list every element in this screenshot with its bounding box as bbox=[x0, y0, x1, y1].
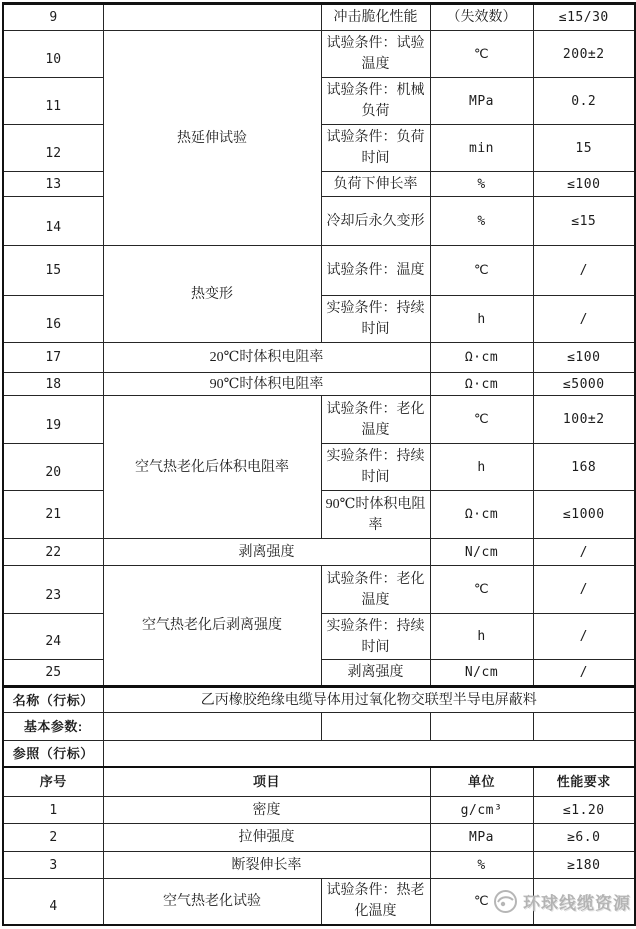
table-row bbox=[3, 396, 635, 444]
table-row bbox=[3, 539, 635, 566]
category-cell: 热延伸试验 bbox=[103, 31, 321, 246]
seq-cell: 22 bbox=[3, 539, 103, 566]
header-seq-cell: 序号 bbox=[3, 767, 103, 797]
req-cell: / bbox=[533, 566, 635, 614]
req-cell: 168 bbox=[533, 444, 635, 491]
empty-cell bbox=[321, 713, 430, 741]
req-cell: 0.2 bbox=[533, 78, 635, 125]
req-cell: ≥180 bbox=[533, 852, 635, 879]
table-row bbox=[3, 879, 635, 925]
unit-cell: h bbox=[430, 296, 533, 343]
item-cell: 试验条件：老化温度 bbox=[321, 566, 430, 614]
reference-row bbox=[3, 741, 635, 767]
req-cell: ≥6.0 bbox=[533, 824, 635, 852]
seq-cell: 2 bbox=[3, 824, 103, 852]
seq-cell: 12 bbox=[3, 125, 103, 172]
item-cell: 20℃时体积电阻率 bbox=[103, 343, 430, 373]
seq-cell: 23 bbox=[3, 566, 103, 614]
item-cell: 试验条件：温度 bbox=[321, 246, 430, 296]
item-cell: 剥离强度 bbox=[103, 539, 430, 566]
table-row bbox=[3, 824, 635, 852]
seq-cell: 19 bbox=[3, 396, 103, 444]
unit-cell: Ω·cm bbox=[430, 343, 533, 373]
seq-cell: 14 bbox=[3, 197, 103, 246]
table-row bbox=[3, 373, 635, 396]
table-row bbox=[3, 4, 635, 31]
item-cell: 90℃时体积电阻率 bbox=[103, 373, 430, 396]
unit-cell: h bbox=[430, 444, 533, 491]
item-cell: 拉伸强度 bbox=[103, 824, 430, 852]
req-cell: 15 bbox=[533, 125, 635, 172]
spec-table bbox=[2, 2, 636, 926]
unit-cell: ℃ bbox=[430, 246, 533, 296]
item-cell: 试验条件：负荷时间 bbox=[321, 125, 430, 172]
item-cell: 负荷下伸长率 bbox=[321, 172, 430, 197]
empty-cell bbox=[430, 713, 533, 741]
unit-cell: % bbox=[430, 852, 533, 879]
unit-cell: ℃ bbox=[430, 31, 533, 78]
req-cell: ≤100 bbox=[533, 172, 635, 197]
empty-cell bbox=[103, 741, 635, 767]
seq-cell: 24 bbox=[3, 614, 103, 660]
req-cell: / bbox=[533, 614, 635, 660]
empty-cell bbox=[533, 713, 635, 741]
empty-cell bbox=[103, 713, 321, 741]
req-cell: / bbox=[533, 539, 635, 566]
unit-cell: N/cm bbox=[430, 539, 533, 566]
req-cell: / bbox=[533, 246, 635, 296]
category-cell: 空气热老化试验 bbox=[103, 879, 321, 925]
header-unit-cell: 单位 bbox=[430, 767, 533, 797]
item-cell: 试验条件：试验温度 bbox=[321, 31, 430, 78]
table-row bbox=[3, 797, 635, 824]
seq-cell: 16 bbox=[3, 296, 103, 343]
header-req-cell: 性能要求 bbox=[533, 767, 635, 797]
item-cell: 冷却后永久变形 bbox=[321, 197, 430, 246]
unit-cell: h bbox=[430, 614, 533, 660]
name-row-value: 乙丙橡胶绝缘电缆导体用过氧化物交联型半导电屏蔽料 bbox=[103, 687, 635, 713]
seq-cell: 9 bbox=[3, 4, 103, 31]
seq-cell: 21 bbox=[3, 491, 103, 539]
seq-cell: 11 bbox=[3, 78, 103, 125]
unit-cell: Ω·cm bbox=[430, 491, 533, 539]
req-cell: ≤5000 bbox=[533, 373, 635, 396]
unit-cell: % bbox=[430, 172, 533, 197]
name-row bbox=[3, 687, 635, 713]
seq-cell: 1 bbox=[3, 797, 103, 824]
seq-cell: 18 bbox=[3, 373, 103, 396]
item-cell: 试验条件：机械负荷 bbox=[321, 78, 430, 125]
item-cell: 90℃时体积电阻率 bbox=[321, 491, 430, 539]
unit-cell: MPa bbox=[430, 824, 533, 852]
category-cell: 空气热老化后剥离强度 bbox=[103, 566, 321, 687]
unit-cell: ℃ bbox=[430, 566, 533, 614]
seq-cell: 15 bbox=[3, 246, 103, 296]
item-cell: 断裂伸长率 bbox=[103, 852, 430, 879]
table-row bbox=[3, 343, 635, 373]
table-row bbox=[3, 246, 635, 296]
req-cell: ≤100 bbox=[533, 343, 635, 373]
req-cell: / bbox=[533, 660, 635, 687]
item-cell: 实验条件：持续时间 bbox=[321, 444, 430, 491]
category-cell: 热变形 bbox=[103, 246, 321, 343]
unit-cell: min bbox=[430, 125, 533, 172]
category-cell-empty bbox=[103, 4, 321, 31]
lower-header-row bbox=[3, 767, 635, 797]
seq-cell: 17 bbox=[3, 343, 103, 373]
seq-cell: 4 bbox=[3, 879, 103, 925]
req-cell bbox=[533, 879, 635, 925]
item-cell: 试验条件：老化温度 bbox=[321, 396, 430, 444]
watermark-text: 环球线缆资源 bbox=[523, 893, 631, 913]
req-cell: ≤1.20 bbox=[533, 797, 635, 824]
item-cell: 密度 bbox=[103, 797, 430, 824]
unit-cell: MPa bbox=[430, 78, 533, 125]
req-cell: ≤15/30 bbox=[533, 4, 635, 31]
unit-cell: ℃ bbox=[430, 396, 533, 444]
unit-cell: % bbox=[430, 197, 533, 246]
item-cell: 试验条件：热老化温度 bbox=[321, 879, 430, 925]
req-cell: / bbox=[533, 296, 635, 343]
unit-cell: （失效数） bbox=[430, 4, 533, 31]
item-cell: 剥离强度 bbox=[321, 660, 430, 687]
table-row bbox=[3, 31, 635, 78]
basic-params-label: 基本参数: bbox=[3, 713, 103, 741]
unit-cell: ℃ bbox=[430, 879, 533, 925]
req-cell: ≤1000 bbox=[533, 491, 635, 539]
seq-cell: 10 bbox=[3, 31, 103, 78]
table-row bbox=[3, 566, 635, 614]
unit-cell: N/cm bbox=[430, 660, 533, 687]
seq-cell: 3 bbox=[3, 852, 103, 879]
unit-cell: Ω·cm bbox=[430, 373, 533, 396]
item-cell: 实验条件：持续时间 bbox=[321, 614, 430, 660]
header-item-cell: 项目 bbox=[103, 767, 430, 797]
req-cell: 200±2 bbox=[533, 31, 635, 78]
basic-params-row bbox=[3, 713, 635, 741]
seq-cell: 25 bbox=[3, 660, 103, 687]
req-cell: ≤15 bbox=[533, 197, 635, 246]
name-row-label: 名称（行标） bbox=[3, 687, 103, 713]
category-cell: 空气热老化后体积电阻率 bbox=[103, 396, 321, 539]
seq-cell: 13 bbox=[3, 172, 103, 197]
item-cell: 实验条件：持续时间 bbox=[321, 296, 430, 343]
req-cell: 100±2 bbox=[533, 396, 635, 444]
table-row bbox=[3, 852, 635, 879]
unit-cell: g/cm³ bbox=[430, 797, 533, 824]
reference-row-label: 参照（行标） bbox=[3, 741, 103, 767]
item-cell: 冲击脆化性能 bbox=[321, 4, 430, 31]
seq-cell: 20 bbox=[3, 444, 103, 491]
